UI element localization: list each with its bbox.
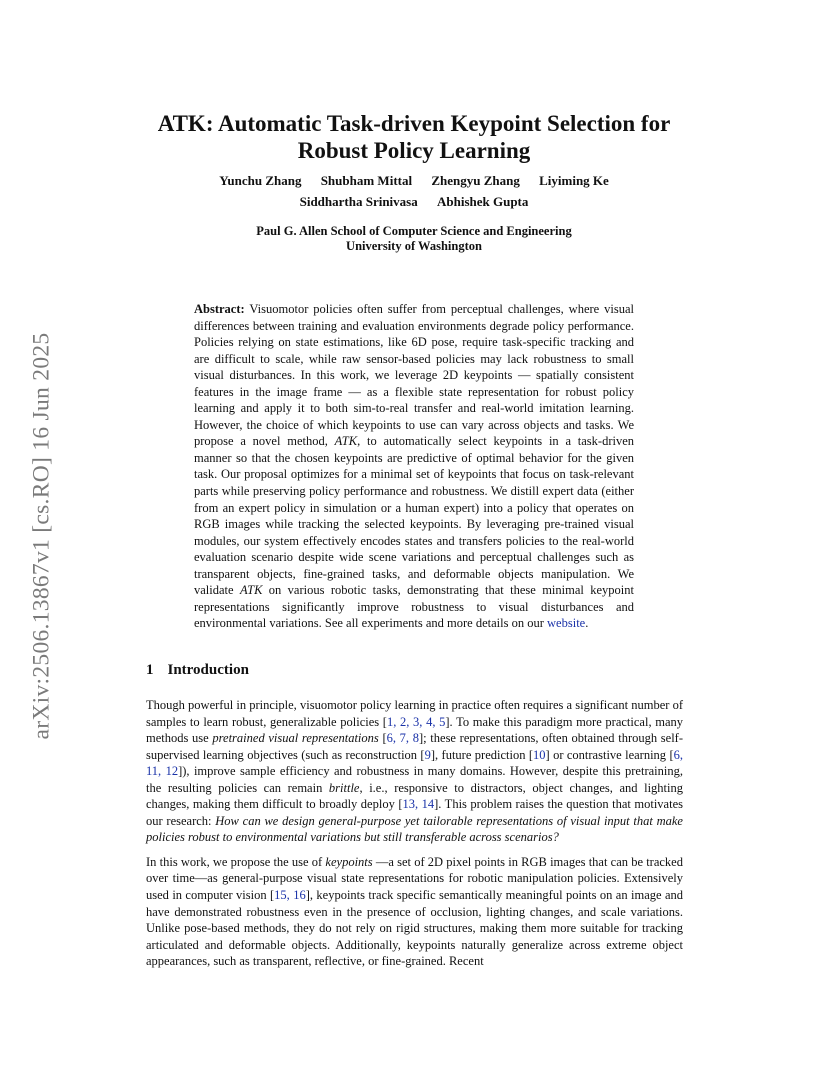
author: Yunchu Zhang [219, 173, 302, 188]
affiliation [146, 224, 682, 254]
method-name: ATK [334, 434, 358, 449]
emphasis: keypoints [325, 854, 373, 869]
emphasis: brittle [328, 780, 360, 795]
title-line-2: Robust Policy Learning [297, 138, 531, 163]
author: Abhishek Gupta [436, 194, 529, 209]
abstract [194, 301, 634, 632]
section-title: Introduction [167, 662, 249, 678]
abstract-text: Visuomotor policies often suffer from perceptual challenges, where visual differences between training and evaluation environments degrade policy performance. Policies relying on state estimations, like 6D pose, require task-specific tracking and are difficult to scale, while raw sensor-based policies may lack robustness to small visual disturbances. In this work, we leverage 2D keypoints — spatially consistent features in the image frame — as a flexible state representation for robust policy learning and apply it to both sim-to-real transfer and real-world imitation learning. However, the choice of which keypoints to use can vary across objects and tasks. We propose a novel method, [194, 302, 634, 449]
paper-header [146, 110, 682, 254]
method-name: ATK [239, 583, 263, 598]
text: In this work, we propose the use of [146, 854, 326, 869]
citation-link[interactable]: 6, 7, 8 [386, 731, 419, 746]
author: Liyiming Ke [539, 173, 609, 188]
author: Shubham Mittal [320, 173, 413, 188]
abstract-text: , to automatically select keypoints in a task-driven manner so that the chosen keypoints are predictive of optimal behavior for the given task. Our proposal optimizes for a minimal set of keypoints that focus on task-relevant parts while preserving policy performance and robustness. We distill expert data (either from an expert policy in simulation or a human expert) into a policy that operates on RGB images while tracking the selected keypoints. By leveraging pre-trained visual modules, our system effectively encodes states and transfers policies to the real-world evaluation scenario despite wide scene variations and perceptual challenges such as transparent objects, fine-grained tasks, and deformable objects manipulation. We validate [194, 434, 635, 598]
research-question: How can we design general-purpose yet tailorable representations of visual input that make policies robust to environmental variations but still transferable across scenarios? [146, 813, 683, 845]
emphasis: pretrained visual representations [212, 731, 379, 746]
affiliation-line-1: Paul G. Allen School of Computer Science and Engineering [256, 224, 572, 238]
arxiv-stamp [22, 300, 62, 772]
author: Siddhartha Srinivasa [299, 194, 418, 209]
text: ]; these representations, often obtained through self-supervised learning objectives (such as reconstruction [ [146, 731, 683, 762]
text: ] or contrastive learning [ [545, 747, 674, 762]
citation-link[interactable]: 1, 2, 3, 4, 5 [386, 714, 446, 729]
citation-link[interactable]: 10 [533, 747, 546, 762]
text: ], future prediction [ [430, 747, 534, 762]
arxiv-stamp-text: arXiv:2506.13867v1 [cs.RO] 16 Jun 2025 [28, 332, 55, 740]
affiliation-line-2: University of Washington [346, 239, 482, 253]
author: Zhengyu Zhang [431, 173, 520, 188]
citation-link[interactable]: 15, 16 [274, 888, 306, 903]
text: , i.e., responsive to distractors, object changes, and lighting changes, making them difficult to broadly deploy [ [146, 780, 683, 812]
title-line-1: ATK: Automatic Task-driven Keypoint Selection for [157, 111, 671, 136]
text: ]), improve sample efficiency and robustness in many domains. However, despite this pretraining, the resulting policies can remain [146, 764, 683, 795]
section-number: 1 [146, 662, 154, 678]
abstract-text: . [585, 616, 589, 631]
paper-title [146, 110, 682, 164]
citation-link[interactable]: 13, 14 [402, 797, 435, 812]
section-heading [146, 662, 249, 679]
text: —a set of 2D pixel points in RGB images that can be tracked over time—as general-purpose visual state representations for robotic manipulation policies. Extensively used in computer vision [ [146, 854, 683, 903]
abstract-label: Abstract: [194, 302, 245, 316]
text: ]. This problem raises the question that motivates our research: [146, 797, 683, 828]
author-list [146, 170, 682, 212]
introduction-body [146, 697, 683, 978]
text: Though powerful in principle, visuomotor policy learning in practice often requires a significant number of samples to learn robust, generalizable policies [ [146, 698, 683, 729]
paragraph [146, 697, 683, 846]
paragraph [146, 854, 683, 970]
author-row-1 [146, 170, 682, 191]
abstract-text: on various robotic tasks, demonstrating that these minimal keypoint representations significantly improve robustness to visual disturbances and environmental variations. See all experiments and more details on our [194, 583, 634, 631]
citation-link[interactable]: 9 [424, 747, 431, 762]
text: [ [378, 731, 387, 746]
citation-link[interactable]: 6, 11, 12 [146, 747, 683, 779]
text: ]. To make this paradigm more practical, many methods use [146, 714, 684, 746]
author-row-2 [146, 191, 682, 212]
website-link[interactable]: website [547, 616, 586, 631]
text: ], keypoints track specific semantically meaningful points on an image and have demonstrated robustness even in the presence of occlusion, lighting changes, and scale variations. Unlike pose-based methods, they do not rely on rigid structures, making them more suitable for tracking articulated and deformable objects. Additionally, keypoints naturally generalize across extreme object appearances, such as transparent, reflective, or fine-grained. Recent [146, 888, 683, 969]
